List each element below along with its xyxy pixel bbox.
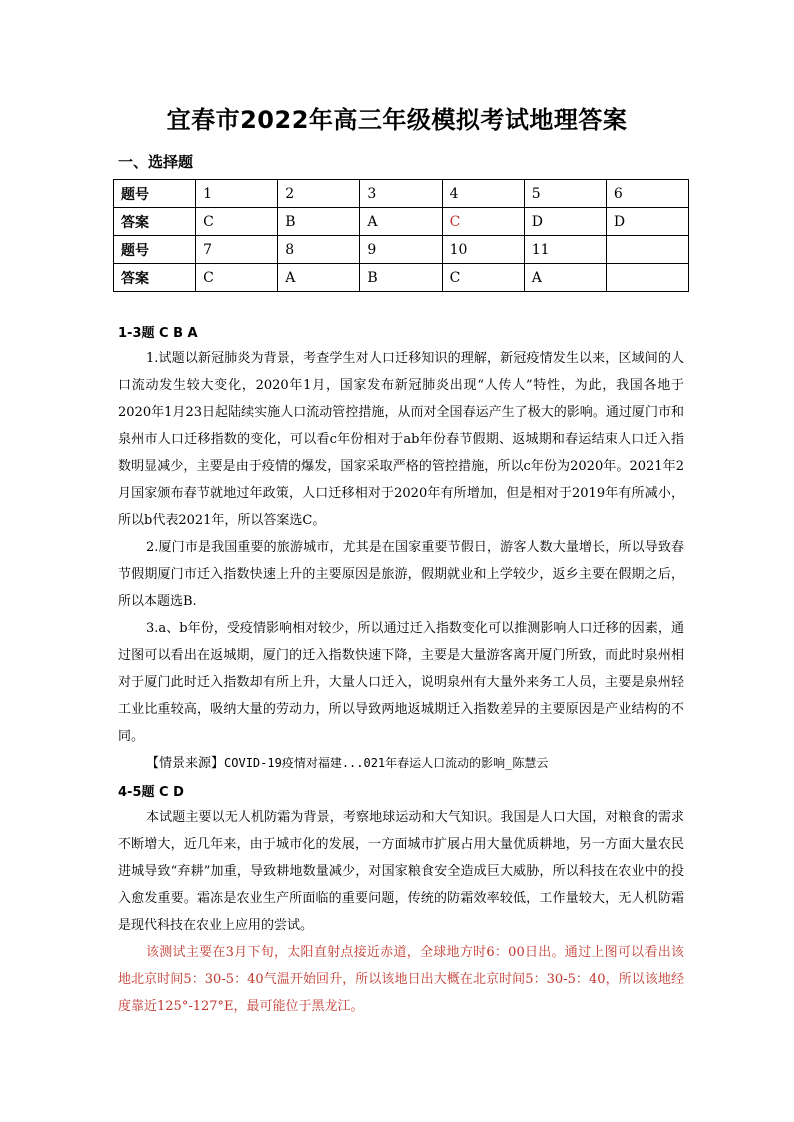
table-row: [114, 180, 689, 208]
table-cell: C: [442, 264, 524, 292]
q1-explanation: 1.试题以新冠肺炎为背景，考查学生对人口迁移知识的理解，新冠疫情发生以来，区域间的人口流动发生较大变化，2020年1月，国家发布新冠肺炎出现“人传人”特性，为此，我国各地于2020年1月23日起陆续实施人口流动管控措施，从而对全国春运产生了极大的影响。通过厦门市和泉州市人口迁移指数的变化，可以看c年份相对于ab年份春节假期、返城期和春运结束人口迁入指数明显减少，主要是由于疫情的爆发，国家采取严格的管控措施，所以c年份为2020年。2021年2月国家颁布春节就地过年政策，人口迁移相对于2020年有所增加，但是相对于2019年有所减小，所以b代表2021年，所以答案选C。: [118, 351, 684, 528]
source-prefix: 【情景来源】: [146, 756, 225, 771]
table-cell: 6: [606, 180, 688, 208]
table-cell: 10: [442, 236, 524, 264]
source-note: [118, 750, 684, 777]
table-cell: A: [278, 264, 360, 292]
table-cell: B: [360, 264, 442, 292]
source-text: COVID-19疫情对福建...021年春运人口流动的影响_陈慧云: [224, 756, 549, 770]
table-cell: [606, 264, 688, 292]
q4-5-explanation: 本试题主要以无人机防霜为背景，考察地球运动和大气知识。我国是人口大国，对粮食的需求不断增大，近几年来，由于城市化的发展，一方面城市扩展占用大量优质耕地，另一方面大量农民进城导致“弃耕”加重，导致耕地数量减少，对国家粮食安全造成巨大威胁，所以科技在农业中的投入愈发重要。霜冻是农业生产所面临的重要问题，传统的防霜效率较低，工作量较大，无人机防霜是现代科技在农业上应用的尝试。: [118, 810, 684, 933]
table-cell: 1: [196, 180, 278, 208]
table-cell: C: [196, 264, 278, 292]
table-cell: A: [524, 264, 606, 292]
q3-explanation: 3.a、b年份，受疫情影响相对较少，所以通过迁入指数变化可以推测影响人口迁移的因素，通过图可以看出在返城期，厦门的迁入指数快速下降，主要是大量游客离开厦门所致，而此时泉州相对于厦门此时迁入指数却有所上升，大量人口迁入，说明泉州有大量外来务工人员，主要是泉州轻工业比重较高，吸纳大量的劳动力，所以导致两地返城期迁入指数差异的主要原因是产业结构的不同。: [118, 621, 684, 744]
q1-3-heading: 1-3题 C B A: [118, 326, 198, 341]
table-cell: 4: [442, 180, 524, 208]
table-cell: C: [196, 208, 278, 236]
table-cell: D: [524, 208, 606, 236]
q4-explanation-highlighted: 该测试主要在3月下旬，太阳直射点接近赤道，全球地方时6：00日出。通过上图可以看出该地北京时间5：30-5：40气温开始回升，所以该地日出大概在北京时间5：30-5：40，所以该地经度靠近125°-127°E，最可能位于黑龙江。: [118, 945, 684, 1014]
table-cell: 题号: [114, 180, 196, 208]
table-cell: 7: [196, 236, 278, 264]
table-row: [114, 264, 689, 292]
q4-5-heading: 4-5题 C D: [118, 785, 184, 800]
table-cell: A: [360, 208, 442, 236]
answer-table: [113, 179, 689, 292]
table-cell-highlighted: C: [442, 208, 524, 236]
q2-explanation: 2.厦门市是我国重要的旅游城市，尤其是在国家重要节假日，游客人数大量增长，所以导致春节假期厦门市迁入指数快速上升的主要原因是旅游，假期就业和上学较少，返乡主要在假期之后，所以本题选B.: [118, 540, 684, 609]
table-cell: 5: [524, 180, 606, 208]
table-cell: 3: [360, 180, 442, 208]
table-cell: [606, 236, 688, 264]
page-title: 宜春市2022年高三年级模拟考试地理答案: [166, 106, 628, 134]
table-cell: D: [606, 208, 688, 236]
table-cell: 9: [360, 236, 442, 264]
table-row: [114, 236, 689, 264]
table-cell: 8: [278, 236, 360, 264]
table-cell: 答案: [114, 264, 196, 292]
table-cell: B: [278, 208, 360, 236]
table-row: [114, 208, 689, 236]
table-cell: 答案: [114, 208, 196, 236]
table-cell: 题号: [114, 236, 196, 264]
table-cell: 11: [524, 236, 606, 264]
table-cell: 2: [278, 180, 360, 208]
section-heading: 一、选择题: [118, 153, 194, 171]
